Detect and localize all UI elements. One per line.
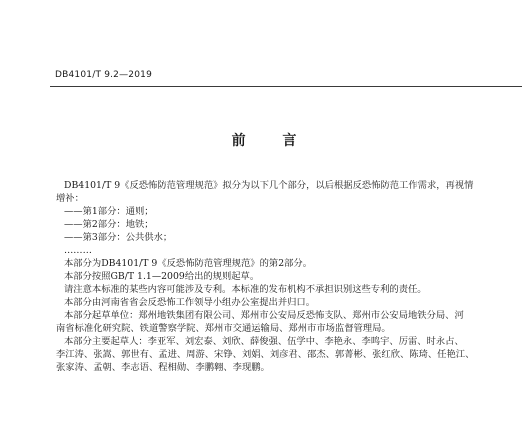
paragraph: 本部分由河南省省会反恐怖工作领导小组办公室提出并归口。 xyxy=(64,297,316,308)
ellipsis: ……… xyxy=(64,245,92,256)
drafting-units-line: 本部分起草单位：郑州地铁集团有限公司、郑州市公安局反恐怖支队、郑州市公安局地铁分局、河 xyxy=(64,310,464,321)
part-item: ——第1部分：通则； xyxy=(64,206,154,217)
drafting-units-line: 南省标准化研究院、铁道警察学院、郑州市交通运输局、郑州市市场监督管理局。 xyxy=(56,323,391,334)
header-rule xyxy=(50,86,522,87)
intro-line: 增补： xyxy=(56,193,84,204)
part-item: ——第3部分：公共供水； xyxy=(64,232,173,243)
drafters-line: 李江涛、张嵩、郭世有、孟进、周游、宋铮、刘娟、刘彦君、邵杰、郭菁彬、张红欣、陈琦、任艳江、 xyxy=(56,349,475,360)
paragraph: 本部分按照GB/T 1.1—2009给出的规则起草。 xyxy=(64,271,260,282)
drafters-line: 张家涛、孟朝、李志语、程相勋、李鹏翱、李现鹏。 xyxy=(56,362,270,373)
drafters-line: 本部分主要起草人：李亚军、刘宏泰、刘欣、薛俊强、伍学中、李艳永、李鸣宇、厉雷、时永占、 xyxy=(64,336,464,347)
part-item: ——第2部分：地铁； xyxy=(64,219,154,230)
paragraph: 本部分为DB4101/T 9《反恐怖防范管理规范》的第2部分。 xyxy=(64,258,313,269)
intro-line: DB4101/T 9《反恐怖防范管理规范》拟分为以下几个部分，以后根据反恐怖防范工作需求，再视情 xyxy=(64,180,474,191)
document-code: DB4101/T 9.2—2019 xyxy=(55,70,153,80)
paragraph: 请注意本标准的某些内容可能涉及专利。本标准的发布机构不承担识别这些专利的责任。 xyxy=(64,284,427,295)
document-body xyxy=(56,179,512,374)
page-title: 前 言 xyxy=(231,133,313,149)
